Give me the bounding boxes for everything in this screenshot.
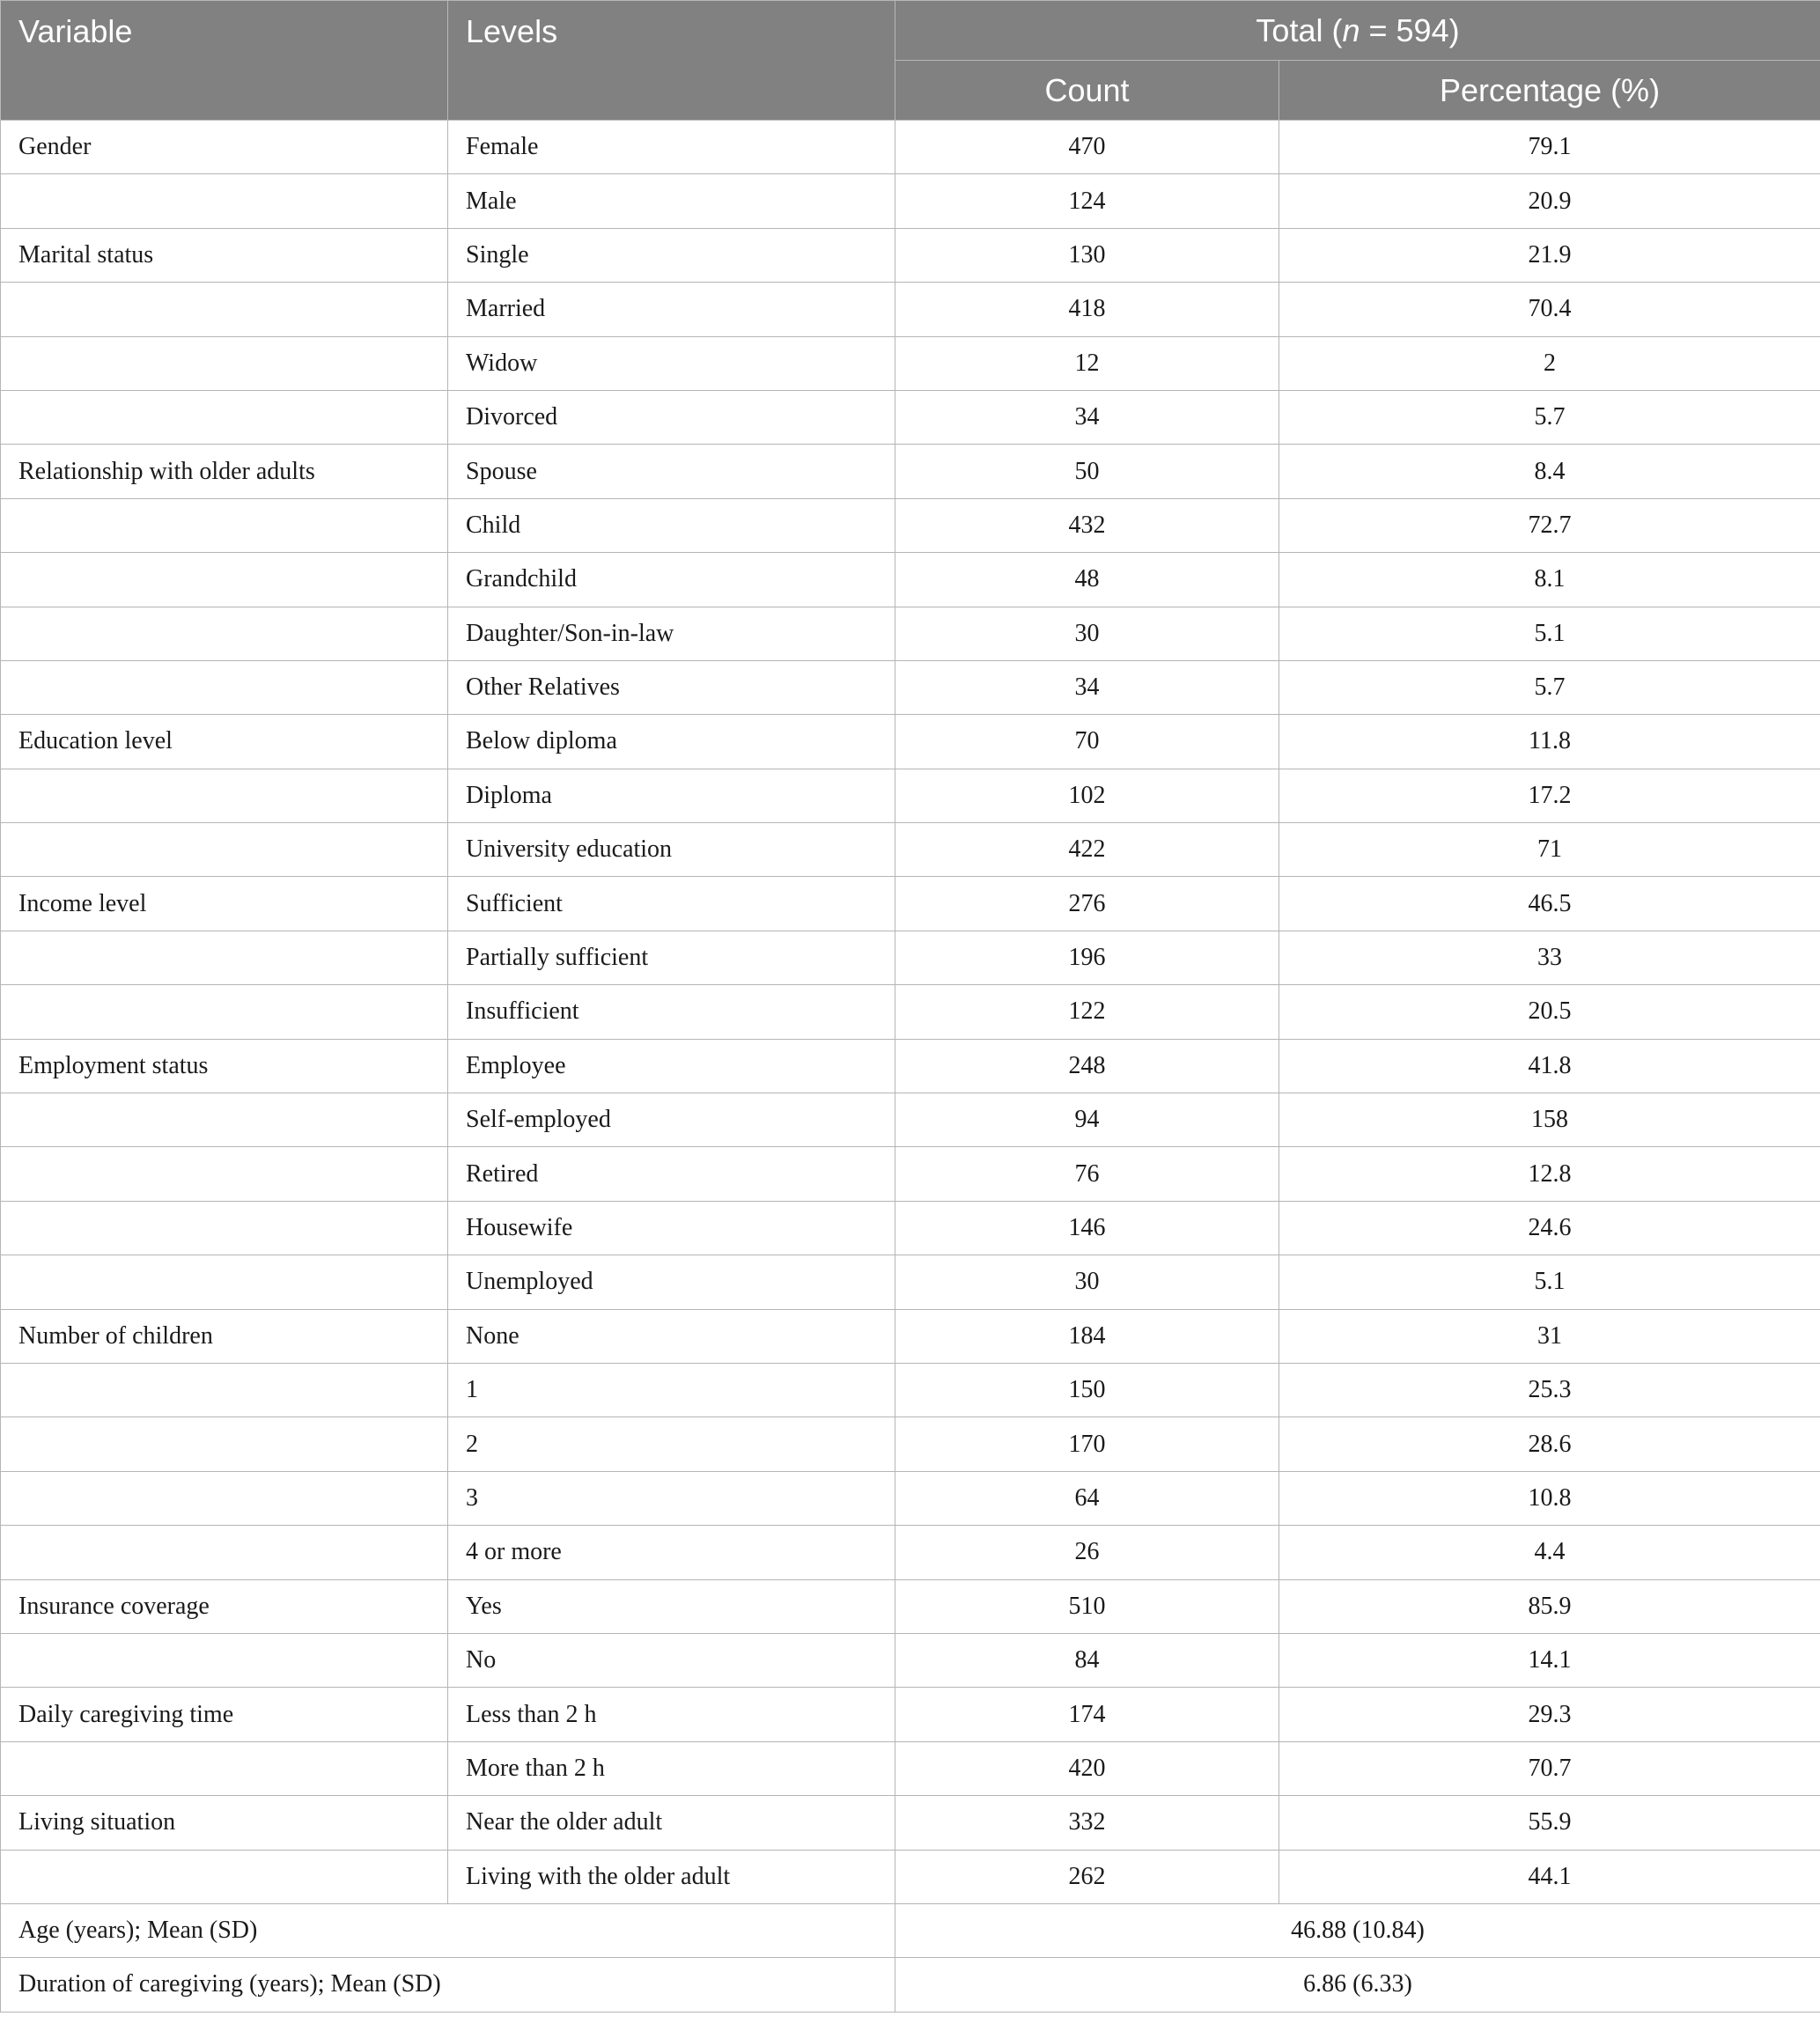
cell-count: 422	[895, 823, 1279, 877]
table-row	[1, 1526, 1820, 1579]
cell-level: Retired	[448, 1147, 895, 1201]
table-row	[1, 1471, 1820, 1525]
summary-label: Duration of caregiving (years); Mean (SD)	[1, 1958, 895, 2012]
cell-percentage: 14.1	[1279, 1633, 1820, 1687]
cell-percentage: 85.9	[1279, 1579, 1820, 1633]
cell-variable: Number of children	[1, 1309, 448, 1363]
table-row	[1, 660, 1820, 714]
table-row	[1, 1201, 1820, 1255]
cell-level: 3	[448, 1471, 895, 1525]
cell-variable: Insurance coverage	[1, 1579, 448, 1633]
cell-variable: Education level	[1, 715, 448, 769]
cell-variable	[1, 1093, 448, 1147]
cell-count: 130	[895, 228, 1279, 282]
cell-count: 34	[895, 660, 1279, 714]
table-row	[1, 823, 1820, 877]
summary-row	[1, 1958, 1820, 2012]
cell-count: 102	[895, 769, 1279, 822]
cell-variable	[1, 1201, 448, 1255]
cell-level: 4 or more	[448, 1526, 895, 1579]
cell-level: Divorced	[448, 390, 895, 444]
header-levels: Levels	[448, 1, 895, 121]
cell-level: No	[448, 1633, 895, 1687]
cell-count: 94	[895, 1093, 1279, 1147]
cell-variable: Relationship with older adults	[1, 445, 448, 498]
cell-variable	[1, 1147, 448, 1201]
cell-percentage: 20.9	[1279, 174, 1820, 228]
cell-percentage: 70.4	[1279, 283, 1820, 336]
cell-variable	[1, 1471, 448, 1525]
table-row	[1, 1309, 1820, 1363]
cell-count: 184	[895, 1309, 1279, 1363]
cell-variable	[1, 1417, 448, 1471]
header-percentage: Percentage (%)	[1279, 61, 1820, 121]
cell-count: 510	[895, 1579, 1279, 1633]
cell-percentage: 21.9	[1279, 228, 1820, 282]
cell-level: Daughter/Son-in-law	[448, 607, 895, 660]
cell-level: Widow	[448, 336, 895, 390]
cell-level: Partially sufficient	[448, 931, 895, 984]
cell-percentage: 79.1	[1279, 121, 1820, 174]
cell-level: Spouse	[448, 445, 895, 498]
cell-count: 122	[895, 985, 1279, 1039]
cell-count: 48	[895, 553, 1279, 607]
cell-variable	[1, 985, 448, 1039]
table-row	[1, 390, 1820, 444]
table-row	[1, 1255, 1820, 1309]
cell-level: Below diploma	[448, 715, 895, 769]
cell-level: None	[448, 1309, 895, 1363]
cell-level: 1	[448, 1363, 895, 1417]
table-row	[1, 769, 1820, 822]
cell-percentage: 31	[1279, 1309, 1820, 1363]
cell-variable: Income level	[1, 877, 448, 931]
table-row	[1, 607, 1820, 660]
cell-count: 50	[895, 445, 1279, 498]
cell-level: Grandchild	[448, 553, 895, 607]
cell-percentage: 4.4	[1279, 1526, 1820, 1579]
table-row	[1, 1633, 1820, 1687]
cell-level: Insufficient	[448, 985, 895, 1039]
cell-count: 432	[895, 498, 1279, 552]
table-row	[1, 1093, 1820, 1147]
cell-count: 124	[895, 174, 1279, 228]
cell-count: 64	[895, 1471, 1279, 1525]
cell-level: Single	[448, 228, 895, 282]
table-row	[1, 1039, 1820, 1093]
cell-count: 174	[895, 1688, 1279, 1741]
cell-variable	[1, 1363, 448, 1417]
cell-count: 332	[895, 1796, 1279, 1850]
header-total	[895, 1, 1820, 61]
summary-row	[1, 1903, 1820, 1957]
cell-level: Sufficient	[448, 877, 895, 931]
table-row	[1, 877, 1820, 931]
summary-label: Age (years); Mean (SD)	[1, 1903, 895, 1957]
cell-count: 30	[895, 1255, 1279, 1309]
cell-level: Other Relatives	[448, 660, 895, 714]
table-row	[1, 1417, 1820, 1471]
cell-percentage: 8.4	[1279, 445, 1820, 498]
cell-level: 2	[448, 1417, 895, 1471]
cell-percentage: 11.8	[1279, 715, 1820, 769]
table-row	[1, 1147, 1820, 1201]
summary-value: 46.88 (10.84)	[895, 1903, 1820, 1957]
cell-percentage: 158	[1279, 1093, 1820, 1147]
table-row	[1, 1850, 1820, 1903]
cell-percentage: 5.7	[1279, 660, 1820, 714]
cell-level: Female	[448, 121, 895, 174]
cell-percentage: 46.5	[1279, 877, 1820, 931]
cell-level: Child	[448, 498, 895, 552]
header-total-prefix: Total (	[1256, 11, 1343, 48]
cell-variable	[1, 1633, 448, 1687]
cell-level: Male	[448, 174, 895, 228]
cell-level: Near the older adult	[448, 1796, 895, 1850]
table-row	[1, 931, 1820, 984]
table-row	[1, 121, 1820, 174]
table-row	[1, 715, 1820, 769]
cell-count: 262	[895, 1850, 1279, 1903]
cell-percentage: 44.1	[1279, 1850, 1820, 1903]
cell-count: 150	[895, 1363, 1279, 1417]
cell-level: More than 2 h	[448, 1741, 895, 1795]
cell-count: 470	[895, 121, 1279, 174]
table-row	[1, 445, 1820, 498]
table-row	[1, 228, 1820, 282]
cell-level: Diploma	[448, 769, 895, 822]
table-row	[1, 1796, 1820, 1850]
cell-count: 76	[895, 1147, 1279, 1201]
cell-percentage: 28.6	[1279, 1417, 1820, 1471]
cell-count: 26	[895, 1526, 1279, 1579]
cell-percentage: 33	[1279, 931, 1820, 984]
cell-percentage: 20.5	[1279, 985, 1820, 1039]
cell-count: 420	[895, 1741, 1279, 1795]
cell-level: Employee	[448, 1039, 895, 1093]
cell-variable	[1, 336, 448, 390]
table-row	[1, 1688, 1820, 1741]
cell-percentage: 29.3	[1279, 1688, 1820, 1741]
header-total-n: n	[1342, 11, 1360, 48]
cell-count: 146	[895, 1201, 1279, 1255]
cell-percentage: 10.8	[1279, 1471, 1820, 1525]
cell-percentage: 72.7	[1279, 498, 1820, 552]
cell-level: University education	[448, 823, 895, 877]
table-row	[1, 1363, 1820, 1417]
cell-variable	[1, 498, 448, 552]
cell-count: 34	[895, 390, 1279, 444]
cell-count: 70	[895, 715, 1279, 769]
cell-count: 30	[895, 607, 1279, 660]
cell-variable: Living situation	[1, 1796, 448, 1850]
cell-percentage: 5.7	[1279, 390, 1820, 444]
table-row	[1, 1579, 1820, 1633]
cell-variable	[1, 769, 448, 822]
summary-value: 6.86 (6.33)	[895, 1958, 1820, 2012]
cell-percentage: 5.1	[1279, 607, 1820, 660]
table-row	[1, 283, 1820, 336]
table-header	[1, 1, 1820, 121]
cell-level: Self-employed	[448, 1093, 895, 1147]
cell-variable	[1, 283, 448, 336]
cell-percentage: 12.8	[1279, 1147, 1820, 1201]
cell-variable	[1, 390, 448, 444]
cell-variable	[1, 553, 448, 607]
header-variable: Variable	[1, 1, 448, 121]
cell-count: 276	[895, 877, 1279, 931]
table-row	[1, 553, 1820, 607]
cell-percentage: 8.1	[1279, 553, 1820, 607]
cell-count: 84	[895, 1633, 1279, 1687]
cell-level: Less than 2 h	[448, 1688, 895, 1741]
cell-variable	[1, 1255, 448, 1309]
cell-variable	[1, 1741, 448, 1795]
cell-level: Married	[448, 283, 895, 336]
cell-variable	[1, 660, 448, 714]
cell-variable	[1, 1526, 448, 1579]
cell-percentage: 41.8	[1279, 1039, 1820, 1093]
cell-variable	[1, 607, 448, 660]
cell-percentage: 71	[1279, 823, 1820, 877]
cell-variable	[1, 1850, 448, 1903]
cell-level: Living with the older adult	[448, 1850, 895, 1903]
cell-level: Housewife	[448, 1201, 895, 1255]
cell-variable: Gender	[1, 121, 448, 174]
cell-count: 196	[895, 931, 1279, 984]
cell-percentage: 70.7	[1279, 1741, 1820, 1795]
cell-count: 248	[895, 1039, 1279, 1093]
table-row	[1, 336, 1820, 390]
cell-percentage: 25.3	[1279, 1363, 1820, 1417]
table-row	[1, 985, 1820, 1039]
cell-variable: Employment status	[1, 1039, 448, 1093]
cell-count: 170	[895, 1417, 1279, 1471]
cell-variable: Daily caregiving time	[1, 1688, 448, 1741]
header-total-suffix: = 594)	[1359, 11, 1460, 48]
cell-percentage: 17.2	[1279, 769, 1820, 822]
cell-variable	[1, 174, 448, 228]
cell-level: Unemployed	[448, 1255, 895, 1309]
cell-variable	[1, 823, 448, 877]
cell-percentage: 2	[1279, 336, 1820, 390]
table-row	[1, 1741, 1820, 1795]
table-body	[1, 121, 1820, 2013]
header-count: Count	[895, 61, 1279, 121]
cell-percentage: 5.1	[1279, 1255, 1820, 1309]
cell-level: Yes	[448, 1579, 895, 1633]
table-row	[1, 498, 1820, 552]
cell-count: 12	[895, 336, 1279, 390]
cell-variable: Marital status	[1, 228, 448, 282]
cell-variable	[1, 931, 448, 984]
cell-percentage: 24.6	[1279, 1201, 1820, 1255]
table-row	[1, 174, 1820, 228]
cell-percentage: 55.9	[1279, 1796, 1820, 1850]
cell-count: 418	[895, 283, 1279, 336]
